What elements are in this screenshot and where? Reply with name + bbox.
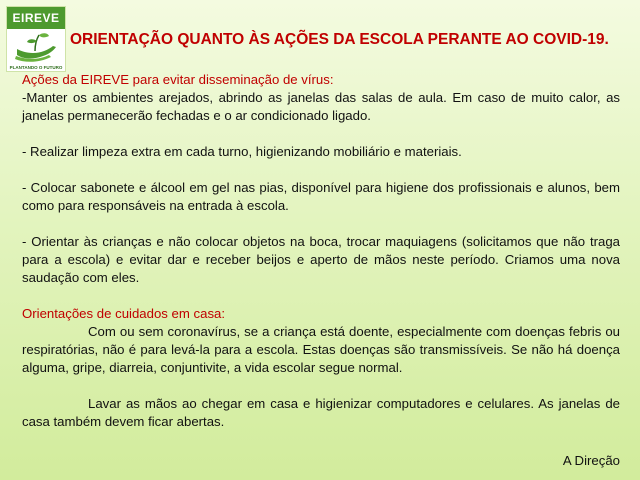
section-heading-home-care: Orientações de cuidados em casa: <box>22 306 226 321</box>
home-care-paragraph: Lavar as mãos ao chegar em casa e higienizar computadores e celulares. As janelas de casa também devem ficar abertas. <box>22 396 620 429</box>
action-item: - Realizar limpeza extra em cada turno, higienizando mobiliário e materiais. <box>22 144 462 159</box>
logo-tagline: PLANTANDO O FUTURO <box>9 65 63 70</box>
school-logo <box>6 6 66 72</box>
main-content <box>22 71 620 431</box>
action-item: - Colocar sabonete e álcool em gel nas pias, disponível para higiene dos profissionais e alunos, bem como para responsáveis na entrada à escola. <box>22 180 620 213</box>
action-item: - Orientar às crianças e não colocar objetos na boca, trocar maquiagens (solicitamos que não traga para a escola) e evitar dar e receber beijos e aperto de mãos neste período. Criamos uma nova saudação com eles. <box>22 234 620 285</box>
page-title: ORIENTAÇÃO QUANTO ÀS AÇÕES DA ESCOLA PERANTE AO COVID-19. <box>70 31 609 48</box>
action-item: -Manter os ambientes arejados, abrindo as janelas das salas de aula. Em caso de muito calor, as janelas permanecerão fechadas e o ar condicionado ligado. <box>22 90 620 123</box>
logo-name: EIREVE <box>7 7 65 29</box>
home-care-paragraph: Com ou sem coronavírus, se a criança está doente, especialmente com doenças febris ou respiratórias, não é para levá-la para a escola. Estas doenças são transmissíveis. Se não há doença alguma, gripe, diarreia, conjuntivite, a vida escolar segue normal. <box>22 324 620 375</box>
section-heading-school-actions: Ações da EIREVE para evitar disseminação de vírus: <box>22 72 334 87</box>
signature: A Direção <box>562 453 620 468</box>
hands-plant-icon <box>13 29 59 63</box>
